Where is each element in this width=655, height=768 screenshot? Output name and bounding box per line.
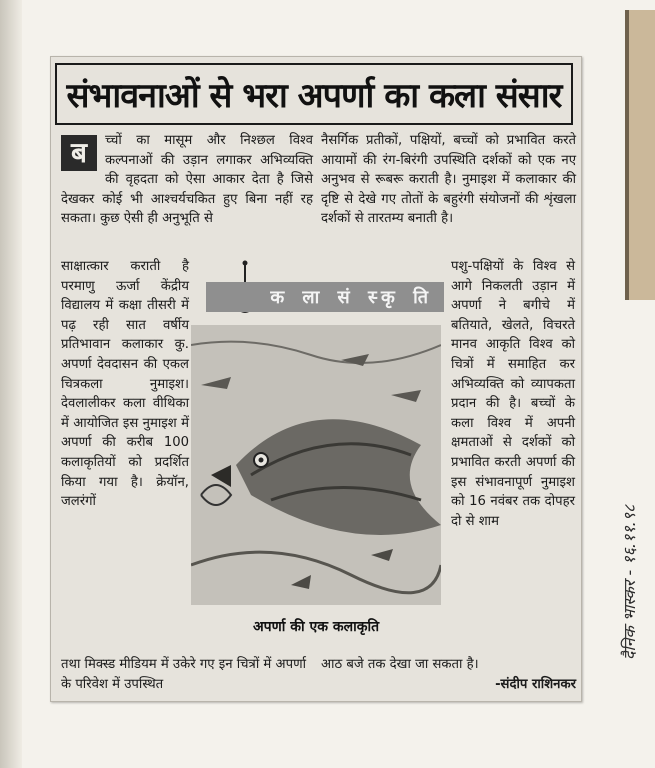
closing-sentence: आठ बजे तक देखा जा सकता है।	[321, 657, 479, 672]
newspaper-clipping	[50, 56, 582, 702]
handwritten-source-date: दैनिक भास्कर - १६.११.९८	[620, 504, 639, 660]
intro-text-right: नैसर्गिक प्रतीकों, पक्षियों, बच्चों को प्रभावित करते आयामों की रंग-बिरंगी उपस्थिति दर्शकों को एक नए अनुभव से रूबरू कराती है। नुमाइश में कलाकार की दृष्टि से देखे गए तोतों के बहुरंगी संयोजनों की शृंखला दर्शकों से तारतम्य बनाती है।	[321, 133, 576, 227]
article-headline: संभावनाओं से भरा अपर्णा का कला संसार	[66, 76, 562, 116]
section-banner	[206, 282, 444, 312]
closing-text-left: तथा मिक्स्ड मीडियम में उकेरे गए इन चित्रों में अपर्णा के परिवेश में उपस्थित	[61, 657, 307, 692]
right-column-text: पशु-पक्षियों के विश्व से आगे निकलती उड़ान में अपर्णा ने बगीचे में बतियाते, खेलते, विचरते मानव आकृति विश्व को चित्रों में समाहित कर अभिव्यक्ति को व्यापकता प्रदान की है। बच्चों के कला विश्व में अपनी क्षमताओं से दर्शकों को प्रभावित करती अपर्णा की इस संभावनापूर्ण नुमाइश को 16 नवंबर तक दोपहर दो से शाम	[451, 259, 575, 529]
author-byline: -संदीप राशिनकर	[495, 676, 576, 692]
intro-text-left: च्चों का मासूम और निश्छल विश्व कल्पनाओं की उड़ान लगाकर अभिव्यक्ति की वृहदता को ऐसा आकार देता है जिसे देखकर कोई भी आश्चर्यचकित हुए बिना नहीं रह सकता। कुछ ऐसी ही अनुभूति से	[61, 133, 313, 227]
left-narrow-column	[61, 257, 189, 659]
section-banner-text: क ला सं स्कृ ति	[270, 287, 434, 308]
left-column-text: साक्षात्कार कराती है परमाणु ऊर्जा केंद्रीय विद्यालय में कक्षा तीसरी में पढ़ रही सात वर्षीय प्रतिभावान कलाकार कु. अपर्णा देवदासन की एकल चित्रकला नुमाइश। देवलालीकर कला वीथिका में आयोजित इस नुमाइश में अपर्णा की करीब 100 कलाकृतियों को प्रदर्शित किया गया है। क्रेयॉन, जलरंगों	[61, 259, 189, 510]
artwork-image	[191, 325, 441, 605]
page-edge-shadow	[0, 0, 22, 768]
handwritten-date-note	[578, 420, 638, 660]
image-caption: अपर्णा की एक कलाकृति	[252, 619, 380, 635]
intro-column-left	[61, 131, 313, 241]
intro-column-right	[321, 131, 576, 251]
headline-box	[55, 63, 573, 125]
right-narrow-column	[451, 257, 575, 657]
adjacent-clipping-edge	[625, 10, 655, 300]
closing-text-right	[321, 655, 576, 694]
drop-cap: ब	[61, 135, 97, 171]
